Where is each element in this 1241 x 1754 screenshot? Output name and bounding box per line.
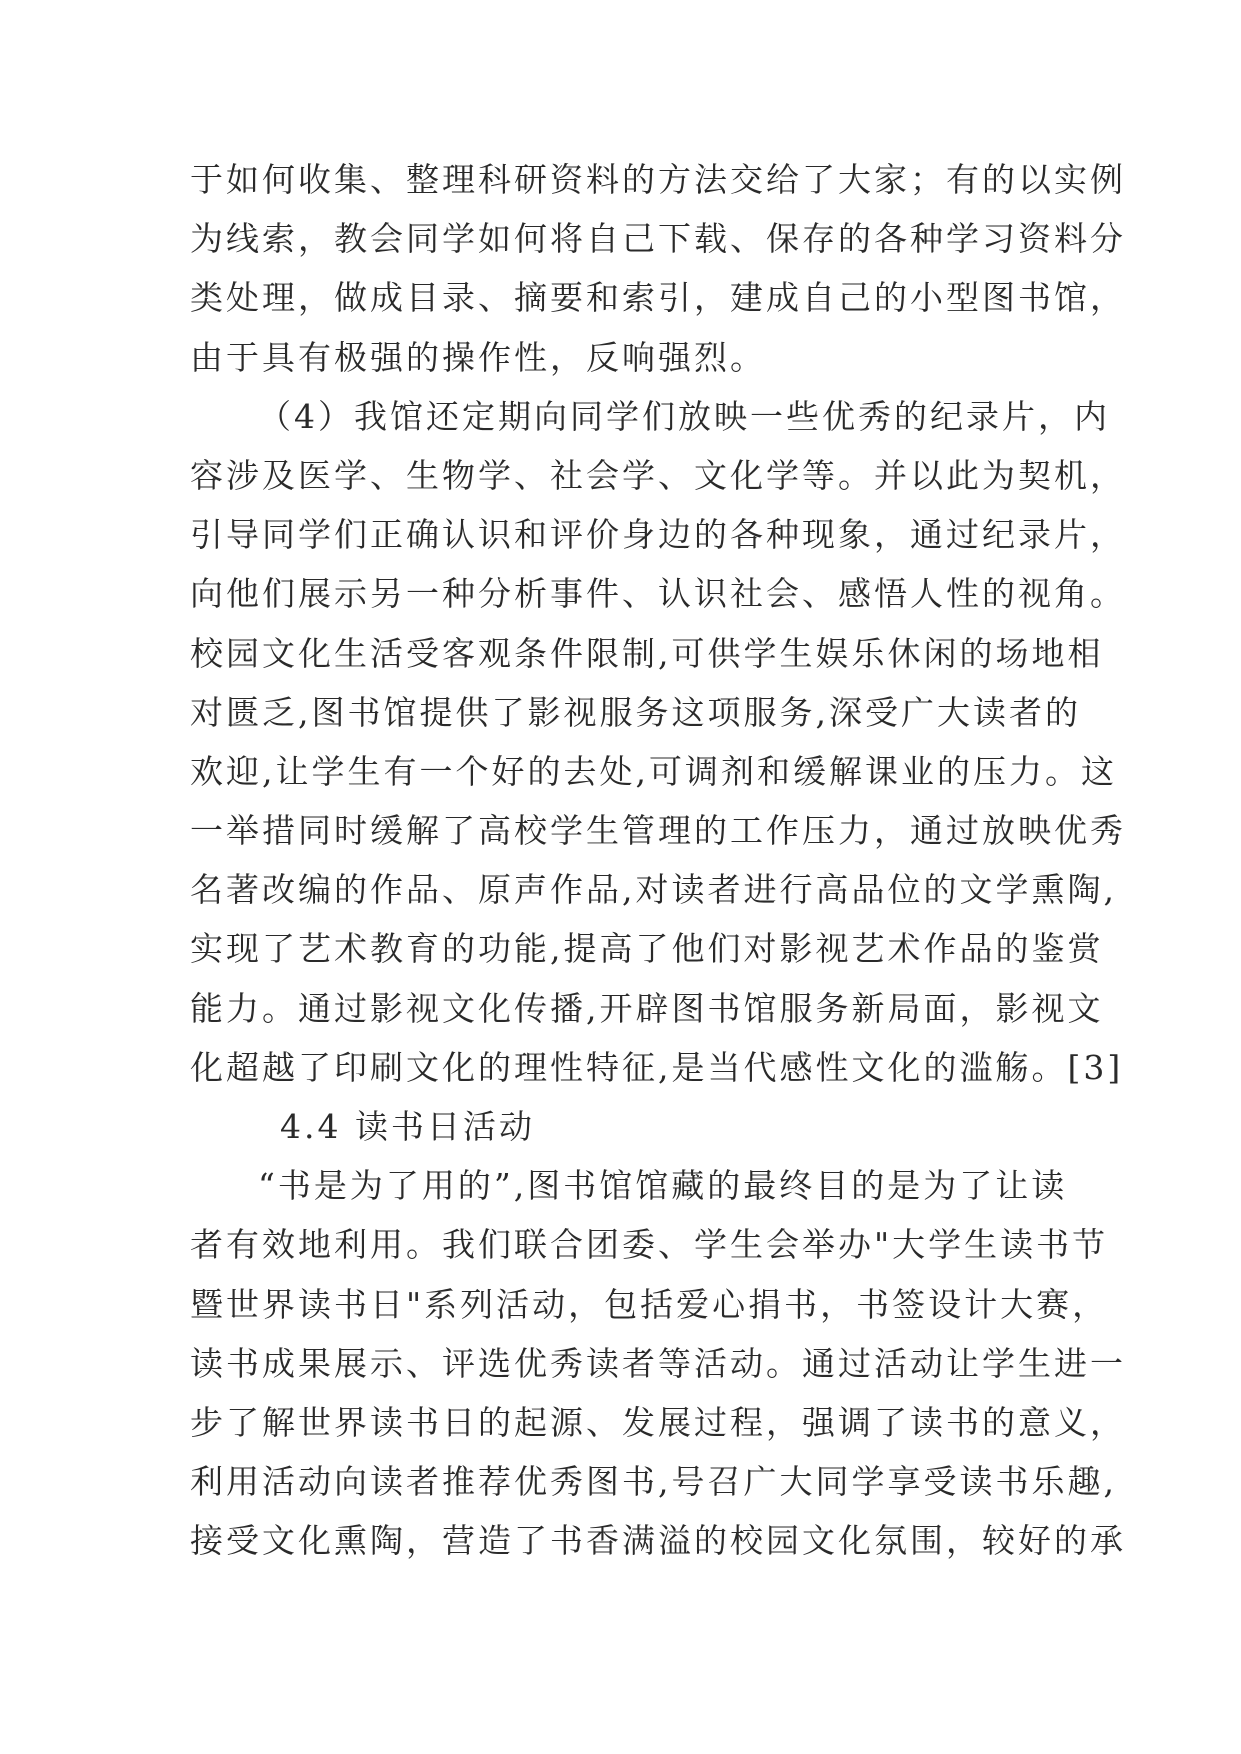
text-line: 引导同学们正确认识和评价身边的各种现象，通过纪录片， (190, 515, 1126, 555)
text-line: 步了解世界读书日的起源、发展过程，强调了读书的意义， (190, 1402, 1126, 1442)
text-line: 容涉及医学、生物学、社会学、文化学等。并以此为契机， (190, 455, 1126, 495)
section-heading: 4.4 读书日活动 (280, 1107, 535, 1146)
text-line: 暨世界读书日"系列活动，包括爱心捐书，书签设计大赛， (190, 1284, 1109, 1324)
text-line: 接受文化熏陶，营造了书香满溢的校园文化氛围，较好的承 (190, 1521, 1126, 1561)
paragraph-start-line: （4）我馆还定期向同学们放映一些优秀的纪录片，内 (258, 396, 1110, 436)
text-line: 为线索，教会同学如何将自己下载、保存的各种学习资料分 (190, 219, 1126, 259)
text-line: 名著改编的作品、原声作品,对读者进行高品位的文学熏陶, (190, 870, 1117, 910)
text-line: 由于具有极强的操作性，反响强烈。 (190, 337, 766, 377)
text-line: 利用活动向读者推荐优秀图书,号召广大同学享受读书乐趣, (190, 1462, 1117, 1502)
text-line: 对匮乏,图书馆提供了影视服务这项服务,深受广大读者的 (190, 692, 1081, 732)
text-line: 化超越了印刷文化的理性特征,是当代感性文化的滥觞。[3] (190, 1047, 1124, 1087)
text-line: 读书成果展示、评选优秀读者等活动。通过活动让学生进一 (190, 1343, 1126, 1383)
text-line: 于如何收集、整理科研资料的方法交给了大家；有的以实例 (190, 160, 1126, 199)
text-line: 者有效地利用。我们联合团委、学生会举办"大学生读书节 (190, 1225, 1109, 1265)
body-text (190, 150, 1126, 1571)
text-line: 欢迎,让学生有一个好的去处,可调剂和缓解课业的压力。这 (190, 751, 1117, 791)
text-line: 能力。通过影视文化传播,开辟图书馆服务新局面，影视文 (190, 988, 1104, 1028)
text-line: 一举措同时缓解了高校学生管理的工作压力，通过放映优秀 (190, 811, 1126, 851)
text-line: 类处理，做成目录、摘要和索引，建成自己的小型图书馆， (190, 278, 1126, 318)
text-line: 实现了艺术教育的功能,提高了他们对影视艺术作品的鉴赏 (190, 929, 1104, 969)
text-line: 向他们展示另一种分析事件、认识社会、感悟人性的视角。 (190, 574, 1126, 614)
text-line: 校园文化生活受客观条件限制,可供学生娱乐休闲的场地相 (190, 633, 1104, 673)
paragraph-start-line: “书是为了用的”,图书馆馆藏的最终目的是为了让读 (258, 1166, 1068, 1206)
